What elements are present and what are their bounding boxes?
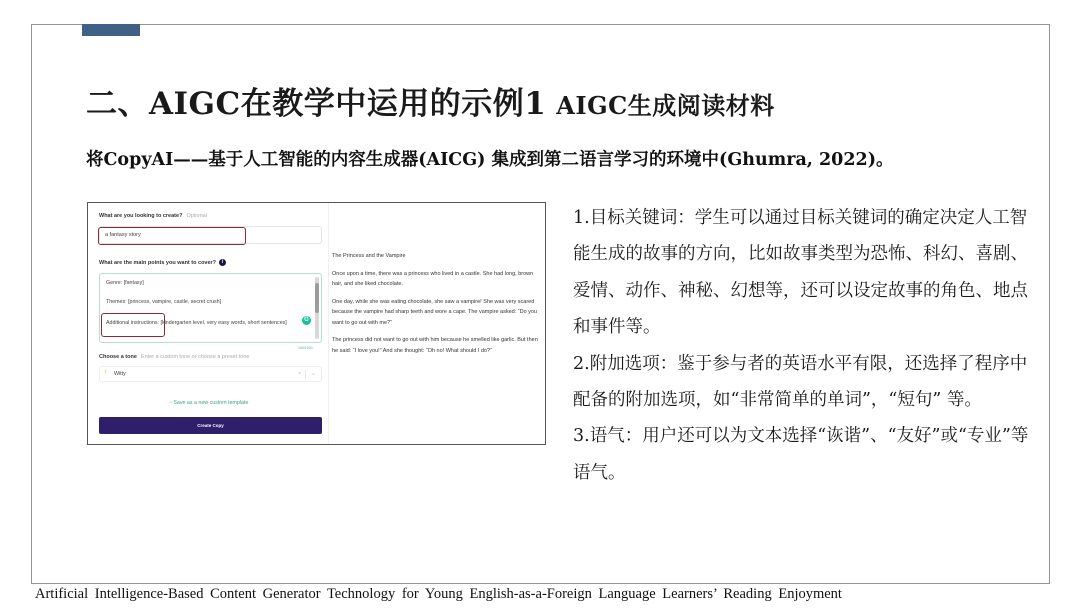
generated-story [332,251,542,363]
story-paragraph: The princess did not want to go out with him because he smelled like garlic. But then he said: “I love you!” And she thought: “Oh no! What should I do?” [332,337,538,354]
create-question-label: What are you looking to create? [99,213,183,219]
grammarly-icon[interactable]: G [302,316,311,325]
char-counter: 160/1000 [298,346,313,350]
highlight-create-input [98,227,246,245]
story-paragraph: Once upon a time, there was a princess who lived in a castle. She had long, brown hair, and she liked chocolate. [332,270,534,287]
points-line-instructions: Additional instructions: [kindergarten level, very easy words, short sentences] [106,320,287,326]
chevron-down-icon[interactable]: ⌄ [310,371,316,377]
info-icon[interactable]: i [219,259,226,266]
clear-icon[interactable]: × [298,371,301,377]
tone-placeholder: Enter a custom tone or choose a preset tone [140,354,250,360]
copyai-screenshot [87,202,546,445]
tone-label: Choose a tone [99,354,137,360]
intro-text: 将CopyAI——基于人工智能的内容生成器(AICG) 集成到第二语言学习的环境中(Ghumra, 2022)。 [86,150,894,170]
create-input-value: a fantasy story [105,232,141,238]
save-icon: ▫ [170,400,174,406]
title-main: 二、AIGC在教学中运用的示例1 [86,86,547,122]
highlight-additional-instructions [101,313,165,337]
points-line-genre: Genre: [fantasy] [106,280,144,286]
footer-citation: Artificial Intelligence-Based Content Generator Technology for Young English-as-a-Foreign Language Learners’ Reading Enjoyment [35,586,842,602]
points-question [99,259,226,266]
point-additional-options: 2.附加选项：鉴于参与者的英语水平有限，还选择了程序中配备的附加选项，如“非常简单的单词”，“短句” 等。 [573,353,1028,411]
scrollbar-thumb[interactable] [315,283,319,313]
title-sub: AIGC生成阅读材料 [556,91,775,120]
save-template-label: Save as a new custom template [173,400,249,406]
tone-question [99,354,249,360]
tone-value: Witty [114,371,126,377]
save-template-link[interactable] [170,400,248,406]
tone-select[interactable] [99,366,322,382]
tone-emoji-icon: ! [105,370,107,376]
points-question-label: What are the main points you want to cover? [99,259,217,266]
create-copy-button[interactable]: Create Copy [99,417,322,434]
panel-divider [328,203,329,445]
story-paragraph: One day, while she was eating chocolate, she saw a vampire! She was very scared because the vampire had sharp teeth and wore a cape. The vampire asked: “Do you want to go out with me?” [332,298,538,326]
slide-title [86,78,775,123]
optional-label: Optional [186,213,207,219]
create-question [99,213,207,219]
explanation-points [573,200,1033,491]
point-tone: 3.语气：用户还可以为文本选择“诙谐”、“友好”或“专业”等语气。 [573,426,1029,483]
point-target-keywords: 1.目标关键词：学生可以通过目标关键词的确定决定人工智能生成的故事的方向，比如故事类型为恐怖、科幻、喜剧、爱情、动作、神秘、幻想等，还可以设定故事的角色、地点和事件等。 [573,208,1028,338]
textarea-scrollbar[interactable] [315,277,319,339]
story-title: The Princess and the Vampire [332,253,406,259]
accent-bar [82,24,140,36]
points-line-themes: Themes: [princess, vampire, castle, secret crush] [106,299,222,305]
select-separator [305,370,306,379]
